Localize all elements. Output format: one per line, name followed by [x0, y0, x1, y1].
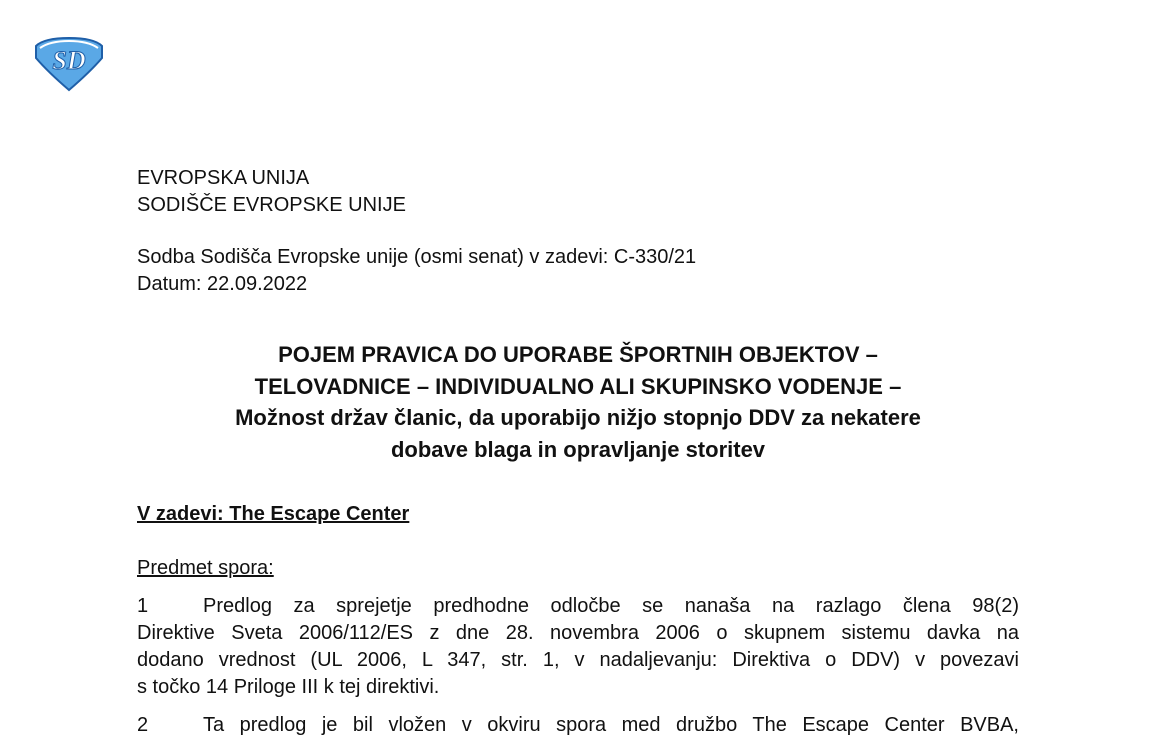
header-union: EVROPSKA UNIJA — [137, 167, 310, 189]
subject-heading: Predmet spora: — [137, 557, 274, 579]
paragraph-line — [137, 593, 1019, 620]
document-title — [137, 339, 1019, 465]
paragraph-text: Ta predlog je bil vložen v okviru spora med družbo The Escape Center BVBA, — [203, 714, 1019, 736]
paragraph-line: Direktive Sveta 2006/112/ES z dne 28. novembra 2006 o skupnem sistemu davka na — [137, 622, 1019, 644]
paragraph-line: dodano vrednost (UL 2006, L 347, str. 1, v nadaljevanju: Direktiva o DDV) v povezavi — [137, 649, 1019, 671]
header-court: SODIŠČE EVROPSKE UNIJE — [137, 194, 406, 216]
title-line: TELOVADNICE – INDIVIDUALNO ALI SKUPINSKO VODENJE – — [254, 373, 902, 399]
sd-logo — [30, 36, 108, 92]
judgment-reference: Sodba Sodišča Evropske unije (osmi senat) v zadevi: C-330/21 — [137, 246, 697, 268]
paragraph-number: 2 — [137, 714, 149, 736]
title-line: POJEM PRAVICA DO UPORABE ŠPORTNIH OBJEKTOV – — [278, 342, 878, 367]
paragraph-line — [137, 712, 1019, 739]
paragraph-text: Predlog za sprejetje predhodne odločbe se nanaša na razlago člena 98(2) — [203, 595, 1019, 617]
paragraph-2 — [137, 712, 1019, 739]
title-line: Možnost držav članic, da uporabijo nižjo stopnjo DDV za nekatere — [235, 405, 921, 430]
paragraph-line: s točko 14 Priloge III k tej direktivi. — [137, 676, 440, 698]
title-line: dobave blaga in opravljanje storitev — [390, 436, 766, 462]
paragraph-number: 1 — [137, 595, 149, 617]
paragraph-1 — [137, 593, 1019, 701]
svg-text:SD: SD — [52, 46, 86, 75]
judgment-date: Datum: 22.09.2022 — [137, 273, 308, 295]
case-heading: V zadevi: The Escape Center — [137, 503, 410, 525]
